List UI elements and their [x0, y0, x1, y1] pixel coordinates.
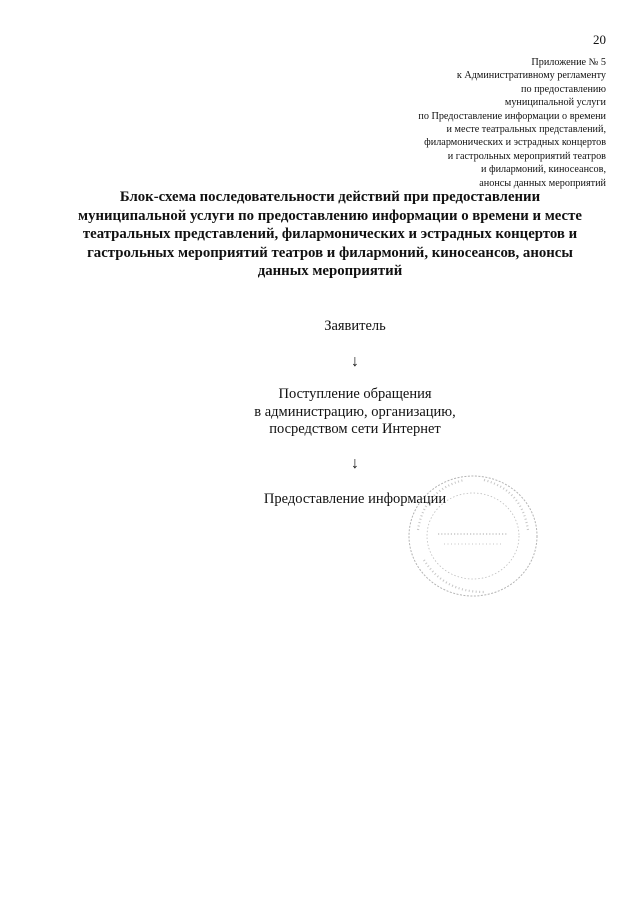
page-number: 20	[593, 32, 606, 47]
flow-step-provide-info	[80, 491, 630, 509]
appendix-line: и месте театральных представлений,	[446, 124, 606, 136]
appendix-line: к Административному регламенту	[456, 70, 606, 82]
appendix-line: и гастрольных мероприятий театров	[447, 150, 606, 162]
flow-step-label: Предоставление информации	[263, 491, 447, 507]
appendix-line: по Предоставление информации о времени	[418, 110, 606, 122]
title-line: данных мероприятий	[257, 263, 403, 279]
flow-step-line: посредством сети Интернет	[269, 421, 441, 437]
appendix-line: по предоставлению	[521, 83, 606, 95]
title-line: муниципальной услуги по предоставлению информации о времени и месте	[78, 207, 582, 224]
appendix-line: и филармоний, киносеансов,	[480, 164, 606, 176]
document-title	[60, 188, 600, 281]
appendix-header	[418, 56, 606, 190]
official-seal-icon	[404, 470, 542, 602]
flow-step-line: в администрацию, организацию,	[254, 403, 456, 420]
flow-arrow-down-icon: ↓	[351, 455, 359, 472]
flow-step-applicant	[80, 318, 630, 336]
flow-step-label: Заявитель	[324, 318, 386, 334]
appendix-line: филармонических и эстрадных концертов	[424, 137, 606, 149]
appendix-line: анонсы данных мероприятий	[479, 177, 606, 189]
title-line: театральных представлений, филармонических и эстрадных концертов и	[82, 226, 578, 242]
flow-step-line: Поступление обращения	[278, 386, 432, 402]
title-line: гастрольных мероприятий театров и филармоний, киносеансов, анонсы	[87, 244, 573, 261]
appendix-line: Приложение № 5	[531, 57, 606, 68]
flow-arrow-down-icon: ↓	[351, 353, 359, 370]
title-line: Блок-схема последовательности действий при предоставлении	[119, 189, 541, 205]
flow-step-request	[80, 386, 630, 439]
appendix-line: муниципальной услуги	[504, 97, 606, 109]
